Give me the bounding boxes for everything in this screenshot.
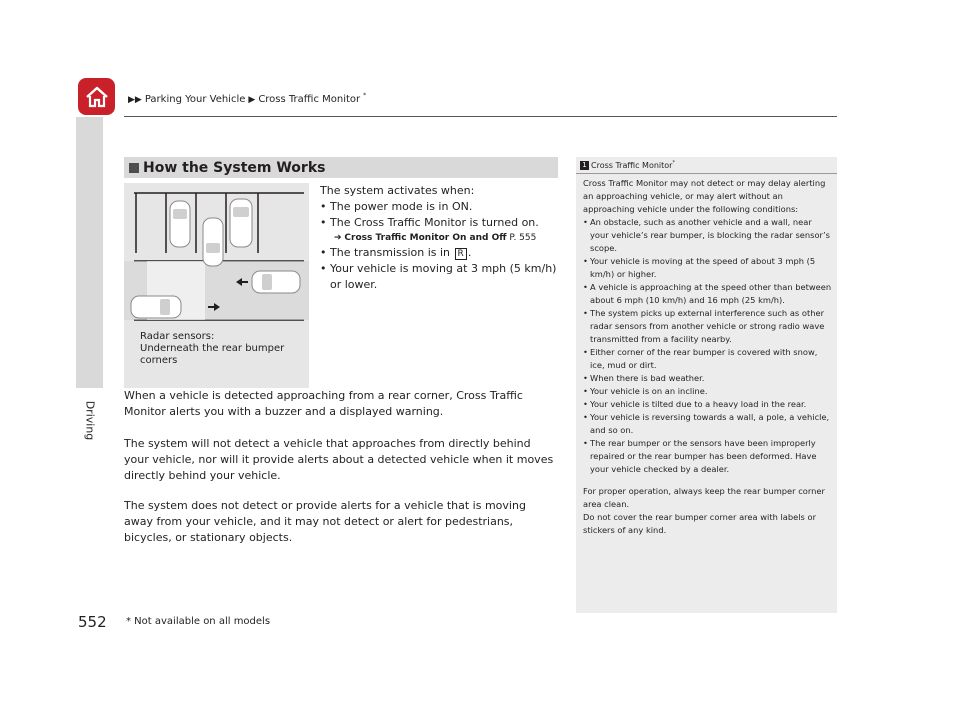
list-item: • An obstacle, such as another vehicle and a wall, near your vehicle’s rear bumper, is blocking the radar sensor’s scope. [583, 217, 830, 253]
parked-car [170, 201, 190, 247]
parked-car [230, 199, 252, 247]
sidebar-note-cover: Do not cover the rear bumper corner area with labels or stickers of any kind. [583, 512, 816, 535]
list-item: • Your vehicle is on an incline. [583, 386, 708, 396]
list-item: • A vehicle is approaching at the speed other than between about 6 mph (10 km/h) and 16 mph (25 km/h). [583, 282, 832, 305]
sidebar-list [583, 216, 833, 476]
list-item: • The rear bumper or the sensors have been improperly repaired or the rear bumper has been deformed. Have your vehicle checked by a dealer. [583, 438, 817, 474]
activation-conditions [320, 183, 565, 293]
header-divider [124, 116, 837, 117]
note-number-icon: 1 [580, 161, 589, 170]
section-square-icon [129, 163, 139, 173]
list-item: • When there is bad weather. [583, 373, 705, 383]
list-item: • Your vehicle is reversing towards a wall, a pole, a vehicle, and so on. [583, 412, 830, 435]
breadcrumb-star: * [363, 92, 367, 99]
sidebar-note-clean: For proper operation, always keep the rear bumper corner area clean. [583, 486, 825, 509]
reverse-gear-key-icon: R [455, 248, 467, 260]
sidebar-intro: Cross Traffic Monitor may not detect or may delay alerting an approaching vehicle, or may alert without an approaching vehicle under the following conditions: [583, 178, 826, 214]
activation-intro: The system activates when: [320, 184, 475, 197]
page-number: 552 [78, 613, 107, 631]
approaching-car [131, 296, 181, 318]
breadcrumb [128, 94, 366, 105]
breadcrumb-arrow-icon: ▶ [248, 94, 256, 105]
paragraph-no-detect-away: The system does not detect or provide alerts for a vehicle that is moving away from your vehicle, and it may not detect or alert for pedestrians, bicycles, or stationary objects. [124, 499, 526, 544]
breadcrumb-item-cross-traffic[interactable]: Cross Traffic Monitor [258, 94, 361, 105]
side-tab-bar [76, 117, 103, 388]
sidebar-divider [576, 173, 837, 174]
list-item: • Your vehicle is moving at 3 mph (5 km/h) or lower. [320, 262, 557, 291]
breadcrumb-arrow-icon: ▶▶ [128, 94, 142, 105]
paragraph-alert: When a vehicle is detected approaching from a rear corner, Cross Traffic Monitor alerts you with a buzzer and a displayed warning. [124, 389, 523, 418]
sidebar-heading: 1 Cross Traffic Monitor * [580, 161, 675, 170]
list-item: • Your vehicle is moving at the speed of about 3 mph (5 km/h) or higher. [583, 256, 816, 279]
approaching-car [252, 271, 300, 293]
footnote: * Not available on all models [126, 616, 271, 627]
section-title: How the System Works [143, 159, 326, 176]
parking-illustration [124, 183, 309, 388]
section-header [124, 157, 558, 178]
cross-reference-link[interactable]: ➔ Cross Traffic Monitor On and Off P. 555 [334, 233, 537, 243]
xref-arrow-icon: ➔ [334, 233, 342, 243]
figure-caption: Radar sensors: Underneath the rear bumper corners [140, 331, 285, 366]
list-item: • The transmission is in R . [320, 246, 472, 259]
list-item: • The system picks up external interference such as other radar sensors from another vehicle or strong radio wave transmitted from a facility nearby. [583, 308, 825, 344]
reversing-car [203, 218, 223, 266]
side-tab-label: Driving [83, 400, 97, 440]
paragraph-no-detect-behind: The system will not detect a vehicle that approaches from directly behind your vehicle, nor will it provide alerts about a detected vehicle when it moves directly behind your vehicle. [124, 437, 554, 482]
home-icon[interactable] [78, 78, 115, 115]
list-item: • The power mode is in ON. [320, 200, 473, 213]
breadcrumb-item-parking[interactable]: Parking Your Vehicle [144, 94, 246, 105]
sidebar-note [576, 157, 837, 613]
list-item: • Your vehicle is tilted due to a heavy load in the rear. [583, 399, 807, 409]
list-item: • Either corner of the rear bumper is covered with snow, ice, mud or dirt. [583, 347, 818, 370]
list-item: • The Cross Traffic Monitor is turned on. [320, 216, 539, 229]
